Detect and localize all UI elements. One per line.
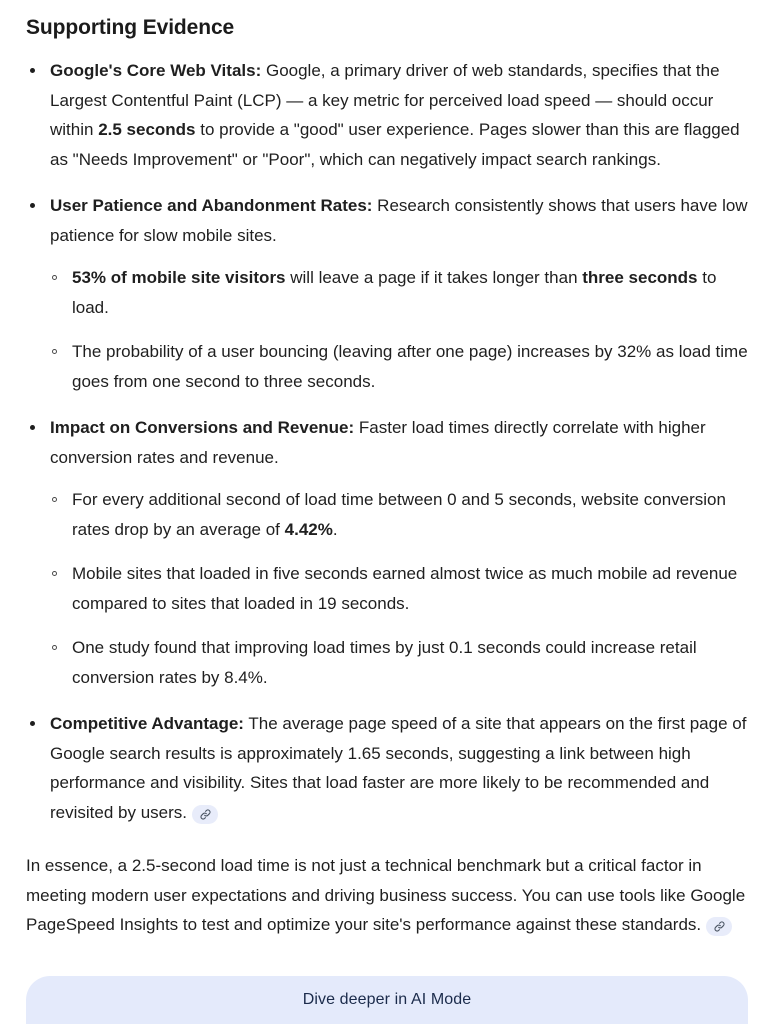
evidence-item-body-before: The average page speed of a site that appears on the first page of Google search results is approximately 1.65 seconds, suggesting a link between high performance and visibility. Sites that load faster are more likely to be recommended and revisited by users. (50, 714, 747, 822)
evidence-subitem (50, 559, 748, 618)
evidence-sublist (50, 485, 748, 692)
bullet-dot-icon (30, 68, 35, 73)
evidence-item-lead: Impact on Conversions and Revenue: (50, 418, 355, 437)
subitem-part3: to load. (72, 268, 717, 317)
closing-paragraph (26, 851, 748, 940)
evidence-item-core-web-vitals (26, 56, 748, 174)
bullet-dot-icon (30, 721, 35, 726)
citation-chip[interactable] (192, 805, 218, 824)
evidence-item-conversions-revenue (26, 413, 748, 692)
subitem-part1: The probability of a user bouncing (leaving after one page) increases by 32% as load time goes from one second to three seconds. (72, 342, 748, 391)
bullet-ring-icon (52, 645, 57, 650)
evidence-item-emphasis: 2.5 seconds (98, 120, 196, 139)
closing-text: In essence, a 2.5-second load time is not just a technical benchmark but a critical factor in meeting modern user expectations and driving business success. You can use tools like Google PageSpeed Insights to test and optimize your site's performance against these standards. (26, 856, 746, 934)
subitem-part1: Mobile sites that loaded in five seconds earned almost twice as much mobile ad revenue compared to sites that loaded in 19 seconds. (72, 564, 738, 613)
evidence-item-lead: Competitive Advantage: (50, 714, 244, 733)
subitem-bold1: 4.42% (284, 519, 333, 539)
evidence-item-body-before: Faster load times directly correlate with higher conversion rates and revenue. (50, 418, 706, 467)
evidence-item-lead: User Patience and Abandonment Rates: (50, 196, 373, 215)
subitem-part2: will leave a page if it takes longer than (285, 268, 583, 287)
evidence-item-user-patience (26, 191, 748, 396)
page-title: Supporting Evidence (26, 16, 235, 39)
bullet-ring-icon (52, 275, 57, 280)
bullet-ring-icon (52, 497, 57, 502)
subitem-bold1: 53% of mobile site visitors (72, 268, 286, 287)
bullet-dot-icon (30, 425, 35, 430)
evidence-item-body-before: Google, a primary driver of web standards, specifies that the Largest Contentful Paint (LCP) — a key metric for perceived load speed — should occur within (50, 61, 720, 139)
bullet-ring-icon (52, 349, 57, 354)
bullet-ring-icon (52, 571, 57, 576)
subitem-part1: One study found that improving load times by just 0.1 seconds could increase retail conversion rates by 8.4%. (72, 638, 697, 687)
evidence-sublist (50, 263, 748, 396)
evidence-list (26, 56, 748, 827)
evidence-subitem (50, 263, 748, 322)
cta-container (26, 976, 748, 1024)
link-icon (199, 808, 212, 821)
evidence-item-competitive-advantage (26, 709, 748, 827)
evidence-item-lead: Google's Core Web Vitals: (50, 61, 262, 80)
evidence-item-body-after: to provide a "good" user experience. Pages slower than this are flagged as "Needs Improvement" or "Poor", which can negatively impact search rankings. (50, 120, 740, 169)
subitem-part2: . (332, 519, 338, 539)
evidence-subitem (50, 485, 748, 544)
citation-chip[interactable] (706, 917, 732, 936)
evidence-subitem (50, 337, 748, 396)
bullet-dot-icon (30, 203, 35, 208)
evidence-item-body-before: Research consistently shows that users have low patience for slow mobile sites. (50, 196, 748, 245)
subitem-bold2: three seconds (582, 268, 698, 287)
evidence-subitem (50, 633, 748, 692)
dive-deeper-ai-mode-button[interactable]: Dive deeper in AI Mode (26, 976, 748, 1024)
subitem-part1: For every additional second of load time between 0 and 5 seconds, website conversion rates drop by an average of (72, 490, 726, 539)
link-icon (713, 920, 726, 933)
